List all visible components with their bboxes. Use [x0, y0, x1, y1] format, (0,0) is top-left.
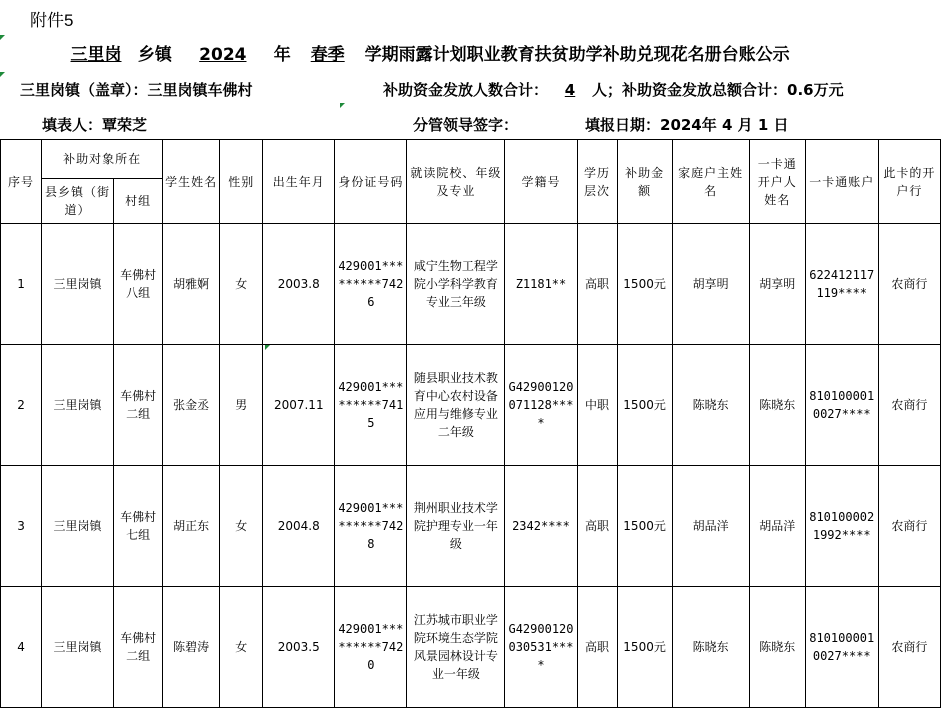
- header-birth: 出生年月: [263, 140, 335, 224]
- cell-amount: 1500元: [617, 224, 672, 345]
- cell-town: 三里岗镇: [42, 466, 114, 587]
- header-gender: 性别: [220, 140, 263, 224]
- cell-bank: 农商行: [878, 345, 940, 466]
- cell-comment-marker: [340, 103, 345, 108]
- cell-account-holder: 陈晓东: [749, 587, 805, 708]
- cell-seq: 3: [1, 466, 42, 587]
- cell-id-number: 429001*********7420: [335, 587, 407, 708]
- table-row: [1, 345, 941, 466]
- count-unit: 人；补助资金发放总额合计：0.6万元: [592, 81, 844, 99]
- cell-birth: 2003.8: [263, 224, 335, 345]
- cell-student-number: G42900120071128****: [505, 345, 577, 466]
- cell-household-head: 胡品洋: [672, 466, 749, 587]
- cell-student-name: 张金丞: [163, 345, 220, 466]
- title-year: 2024: [199, 45, 247, 65]
- cell-seq: 1: [1, 224, 42, 345]
- cell-town: 三里岗镇: [42, 587, 114, 708]
- cell-birth: 2004.8: [263, 466, 335, 587]
- cell-town: 三里岗镇: [42, 345, 114, 466]
- count-label: 补助资金发放人数合计：: [383, 81, 549, 99]
- cell-account-holder: 陈晓东: [749, 345, 805, 466]
- cell-account-holder: 胡品洋: [749, 466, 805, 587]
- title-town: 三里岗: [70, 45, 122, 65]
- cell-school: 荆州职业技术学院护理专业一年级: [407, 466, 505, 587]
- cell-id-number: 429001*********7426: [335, 224, 407, 345]
- cell-student-number: 2342****: [505, 466, 577, 587]
- header-account: 一卡通账户: [805, 140, 878, 224]
- cell-bank: 农商行: [878, 224, 940, 345]
- cell-bank: 农商行: [878, 466, 940, 587]
- cell-account: 8101000010027****: [805, 587, 878, 708]
- cell-amount: 1500元: [617, 345, 672, 466]
- cell-account-holder: 胡享明: [749, 224, 805, 345]
- cell-account: 622412117119****: [805, 224, 878, 345]
- cell-amount: 1500元: [617, 466, 672, 587]
- cell-student-name: 胡正东: [163, 466, 220, 587]
- cell-group: 车佛村八组: [114, 224, 163, 345]
- table-row: [1, 224, 941, 345]
- cell-group: 车佛村二组: [114, 345, 163, 466]
- cell-school: 咸宁生物工程学院小学科学教育专业三年级: [407, 224, 505, 345]
- cell-gender: 男: [220, 345, 263, 466]
- cell-student-name: 陈碧涛: [163, 587, 220, 708]
- header-education-level: 学历层次: [577, 140, 617, 224]
- cell-id-number: 429001*********7415: [335, 345, 407, 466]
- cell-school: 江苏城市职业学院环境生态学院风景园林设计专业一年级: [407, 587, 505, 708]
- header-row: [1, 140, 941, 179]
- cell-gender: 女: [220, 224, 263, 345]
- cell-amount: 1500元: [617, 587, 672, 708]
- seal-label: 三里岗镇（盖章）：三里岗镇车佛村: [20, 81, 253, 99]
- cell-household-head: 陈晓东: [672, 345, 749, 466]
- header-amount: 补助金额: [617, 140, 672, 224]
- cell-education-level: 高职: [577, 466, 617, 587]
- title-rest: 学期雨露计划职业教育扶贫助学补助兑现花名册台账公示: [364, 45, 790, 65]
- cell-group: 车佛村二组: [114, 587, 163, 708]
- cell-birth: 2007.11: [263, 345, 335, 466]
- title-season: 春季: [310, 45, 345, 65]
- cell-town: 三里岗镇: [42, 224, 114, 345]
- table-row: [1, 587, 941, 708]
- cell-student-number: G42900120030531****: [505, 587, 577, 708]
- cell-seq: 4: [1, 587, 42, 708]
- cell-id-number: 429001*********7428: [335, 466, 407, 587]
- cell-bank: 农商行: [878, 587, 940, 708]
- header-village-group: 村组: [114, 179, 163, 224]
- title-year-suffix: 年: [273, 45, 291, 65]
- cell-account: 8101000021992****: [805, 466, 878, 587]
- cell-school: 随县职业技术教育中心农村设备应用与维修专业二年级: [407, 345, 505, 466]
- cell-gender: 女: [220, 466, 263, 587]
- cell-group: 车佛村七组: [114, 466, 163, 587]
- report-date-label: 填报日期：2024年 4 月 1 日: [585, 116, 789, 134]
- cell-account: 8101000010027****: [805, 345, 878, 466]
- cell-education-level: 中职: [577, 345, 617, 466]
- attachment-label: 附件5: [30, 11, 74, 30]
- header-school: 就读院校、年级及专业: [407, 140, 505, 224]
- cell-comment-marker: [0, 35, 5, 40]
- count-value: 4: [564, 81, 576, 99]
- cell-seq: 2: [1, 345, 42, 466]
- header-student-number: 学籍号: [505, 140, 577, 224]
- count-summary: [383, 79, 844, 100]
- filler-label: 填表人：覃荣芝: [42, 116, 148, 134]
- leader-signature-label: 分管领导签字：: [413, 116, 519, 134]
- cell-comment-marker: [0, 72, 5, 77]
- cell-education-level: 高职: [577, 224, 617, 345]
- cell-student-number: Z1181**: [505, 224, 577, 345]
- page-title: [60, 40, 790, 65]
- cell-student-name: 胡雅婀: [163, 224, 220, 345]
- cell-household-head: 陈晓东: [672, 587, 749, 708]
- ledger-table: [0, 139, 941, 708]
- header-student-name: 学生姓名: [163, 140, 220, 224]
- header-id-number: 身份证号码: [335, 140, 407, 224]
- header-bank: 此卡的开户行: [878, 140, 940, 224]
- header-location: 补助对象所在: [42, 140, 163, 179]
- header-seq: 序号: [1, 140, 42, 224]
- header-household-head: 家庭户主姓名: [672, 140, 749, 224]
- header-county-town: 县乡镇（街道）: [42, 179, 114, 224]
- header-account-holder: 一卡通开户人姓名: [749, 140, 805, 224]
- cell-household-head: 胡享明: [672, 224, 749, 345]
- cell-gender: 女: [220, 587, 263, 708]
- title-town-suffix: 乡镇: [137, 45, 172, 65]
- table-row: [1, 466, 941, 587]
- cell-birth: 2003.5: [263, 587, 335, 708]
- cell-education-level: 高职: [577, 587, 617, 708]
